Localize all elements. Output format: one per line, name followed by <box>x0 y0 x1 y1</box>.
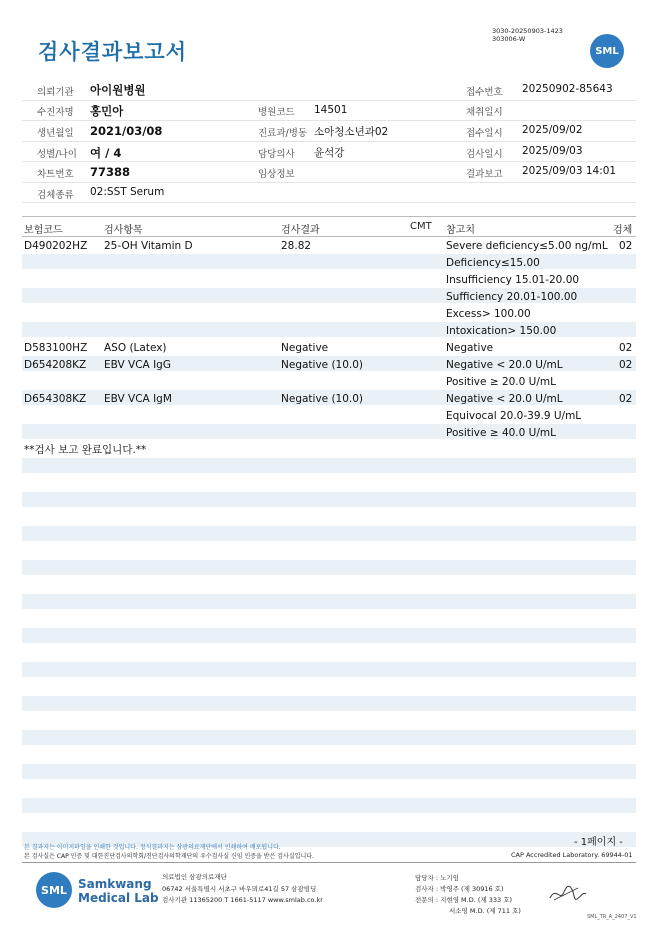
cell-reference: Intoxication> 150.00 <box>446 325 557 337</box>
lab-organization: 의료법인 삼광의료재단 <box>162 873 227 881</box>
info-row-divider <box>22 182 636 183</box>
lab-name <box>78 877 159 905</box>
cell-reference: Equivocal 20.0-39.9 U/mL <box>446 410 582 422</box>
cell-test-result: Negative (10.0) <box>281 359 364 371</box>
patient-name-value: 홍민아 <box>90 104 124 118</box>
col-reference: 참고치 <box>446 225 475 236</box>
lab-address: 06742 서울특별시 서초구 바우뫼로41길 57 삼광빌딩 <box>162 885 317 893</box>
staff-specialist-1: 전문의 : 지현영 M.D. (제 333 호) <box>415 896 513 904</box>
cell-specimen: 02 <box>619 359 633 371</box>
receipt-date-value: 2025/09/02 <box>522 124 583 136</box>
table-stripe <box>22 628 636 643</box>
cell-test-item: 25-OH Vitamin D <box>104 240 193 252</box>
sml-logo-icon: SML <box>590 34 624 68</box>
cell-test-result: Negative <box>281 342 329 354</box>
cell-reference: Negative <box>446 342 494 354</box>
table-stripe <box>22 254 636 269</box>
report-reference-line2: 303006-W <box>492 35 526 43</box>
receipt-number-value: 20250902-85643 <box>522 83 613 95</box>
lab-name-line1: Samkwang <box>78 877 152 891</box>
doctor-value: 윤석강 <box>314 147 345 159</box>
chart-number-label: 차트번호 <box>37 169 74 180</box>
specimen-type-value: 02:SST Serum <box>90 186 165 198</box>
cell-insurance-code: D490202HZ <box>24 240 88 252</box>
staff-specialist-2: 서소영 M.D. (제 711 호) <box>449 907 521 915</box>
table-top-divider <box>22 216 636 217</box>
specimen-type-label: 검체종류 <box>37 190 74 201</box>
cell-reference: Negative < 20.0 U/mL <box>446 359 563 371</box>
table-stripe <box>22 798 636 813</box>
table-stripe <box>22 730 636 745</box>
table-stripe <box>22 764 636 779</box>
lab-name-line2: Medical Lab <box>78 891 159 905</box>
col-specimen: 검체 <box>613 225 633 236</box>
report-date-value: 2025/09/03 14:01 <box>522 165 617 177</box>
cell-test-result: 28.82 <box>281 240 312 252</box>
cell-test-item: EBV VCA IgG <box>104 359 171 371</box>
print-notice: 본 결과지는 이미지파일을 인쇄한 것입니다. 정식결과지는 삼광의료재단에서 인쇄하여 배포됩니다. <box>24 844 281 851</box>
birth-date-value: 2021/03/08 <box>90 124 163 138</box>
chart-number-value: 77388 <box>90 165 131 179</box>
department-label: 진료과/병동 <box>258 128 308 139</box>
certification-notice: 본 검사실은 CAP 인증 및 대한진단검사의학회/진단검사의학재단의 우수검사실 신임 인증을 받은 검사실입니다. <box>24 853 314 860</box>
table-header-divider <box>22 236 636 237</box>
table-stripe <box>22 594 636 609</box>
info-row-divider <box>22 100 636 101</box>
cell-reference: Excess> 100.00 <box>446 308 531 320</box>
report-reference <box>492 27 563 43</box>
test-date-value: 2025/09/03 <box>522 145 583 157</box>
hospital-value: 아이원병원 <box>90 83 146 97</box>
hospital-code-value: 14501 <box>314 104 348 116</box>
cell-specimen: 02 <box>619 240 633 252</box>
col-test-item: 검사항목 <box>104 225 143 236</box>
report-reference-line1: 3030-20250903-1423 <box>492 27 563 35</box>
sex-age-value: 여 / 4 <box>90 146 122 160</box>
table-stripe <box>22 458 636 473</box>
cell-reference: Insufficiency 15.01-20.00 <box>446 274 580 286</box>
sml-footer-logo-icon: SML <box>36 872 72 908</box>
col-cmt: CMT <box>410 221 432 232</box>
info-row-divider <box>22 120 636 121</box>
page-number: - 1페이지 - <box>574 837 623 848</box>
cell-test-item: EBV VCA IgM <box>104 393 172 405</box>
cell-reference: Negative < 20.0 U/mL <box>446 393 563 405</box>
cell-insurance-code: D654208KZ <box>24 359 87 371</box>
lab-contact: 검사기관 11365200 T 1661-5117 www.smlab.co.kr <box>162 896 323 904</box>
cell-reference: Deficiency≤15.00 <box>446 257 540 269</box>
cell-insurance-code: D654308KZ <box>24 393 87 405</box>
clinical-info-label: 임상정보 <box>258 169 295 180</box>
table-stripe <box>22 492 636 507</box>
col-test-result: 검사결과 <box>281 225 320 236</box>
receipt-date-label: 접수일시 <box>466 128 503 139</box>
department-value: 소아청소년과02 <box>314 126 389 138</box>
signature <box>548 882 588 904</box>
sex-age-label: 성별/나이 <box>37 149 77 160</box>
cell-reference: Severe deficiency≤5.00 ng/mL <box>446 240 608 252</box>
cell-test-result: Negative (10.0) <box>281 393 364 405</box>
form-code: SML_TR_A_2407_V1 <box>587 914 637 920</box>
hospital-label: 의뢰기관 <box>37 87 74 98</box>
info-row-divider <box>22 202 636 203</box>
receipt-number-label: 접수번호 <box>466 87 503 98</box>
staff-in-charge: 담당자 : 노기임 <box>415 874 459 882</box>
table-stripe <box>22 560 636 575</box>
cell-reference: Positive ≥ 20.0 U/mL <box>446 376 556 388</box>
cell-reference: Positive ≥ 40.0 U/mL <box>446 427 556 439</box>
patient-name-label: 수진자명 <box>37 107 74 118</box>
table-stripe <box>22 696 636 711</box>
hospital-code-label: 병원코드 <box>258 107 295 118</box>
cap-accreditation: CAP Accredited Laboratory. 69944-01 <box>511 851 633 859</box>
doctor-label: 담당의사 <box>258 149 295 160</box>
info-row-divider <box>22 161 636 162</box>
cell-insurance-code: D583100HZ <box>24 342 88 354</box>
report-date-label: 결과보고 <box>466 169 503 180</box>
info-row-divider <box>22 141 636 142</box>
birth-date-label: 생년월일 <box>37 128 74 139</box>
cell-specimen: 02 <box>619 342 633 354</box>
cell-test-item: ASO (Latex) <box>104 342 167 354</box>
staff-tester: 검사자 : 박영주 (제 30916 호) <box>415 885 504 893</box>
col-insurance-code: 보험코드 <box>24 225 63 236</box>
cell-specimen: 02 <box>619 393 633 405</box>
test-date-label: 검사일시 <box>466 149 503 160</box>
page-title: 검사결과보고서 <box>38 40 188 64</box>
cell-reference: Sufficiency 20.01-100.00 <box>446 291 578 303</box>
collection-date-label: 채취일시 <box>466 107 503 118</box>
footer-divider <box>22 862 636 863</box>
table-stripe <box>22 526 636 541</box>
table-stripe <box>22 662 636 677</box>
report-complete-note: **검사 보고 완료입니다.** <box>24 444 147 456</box>
